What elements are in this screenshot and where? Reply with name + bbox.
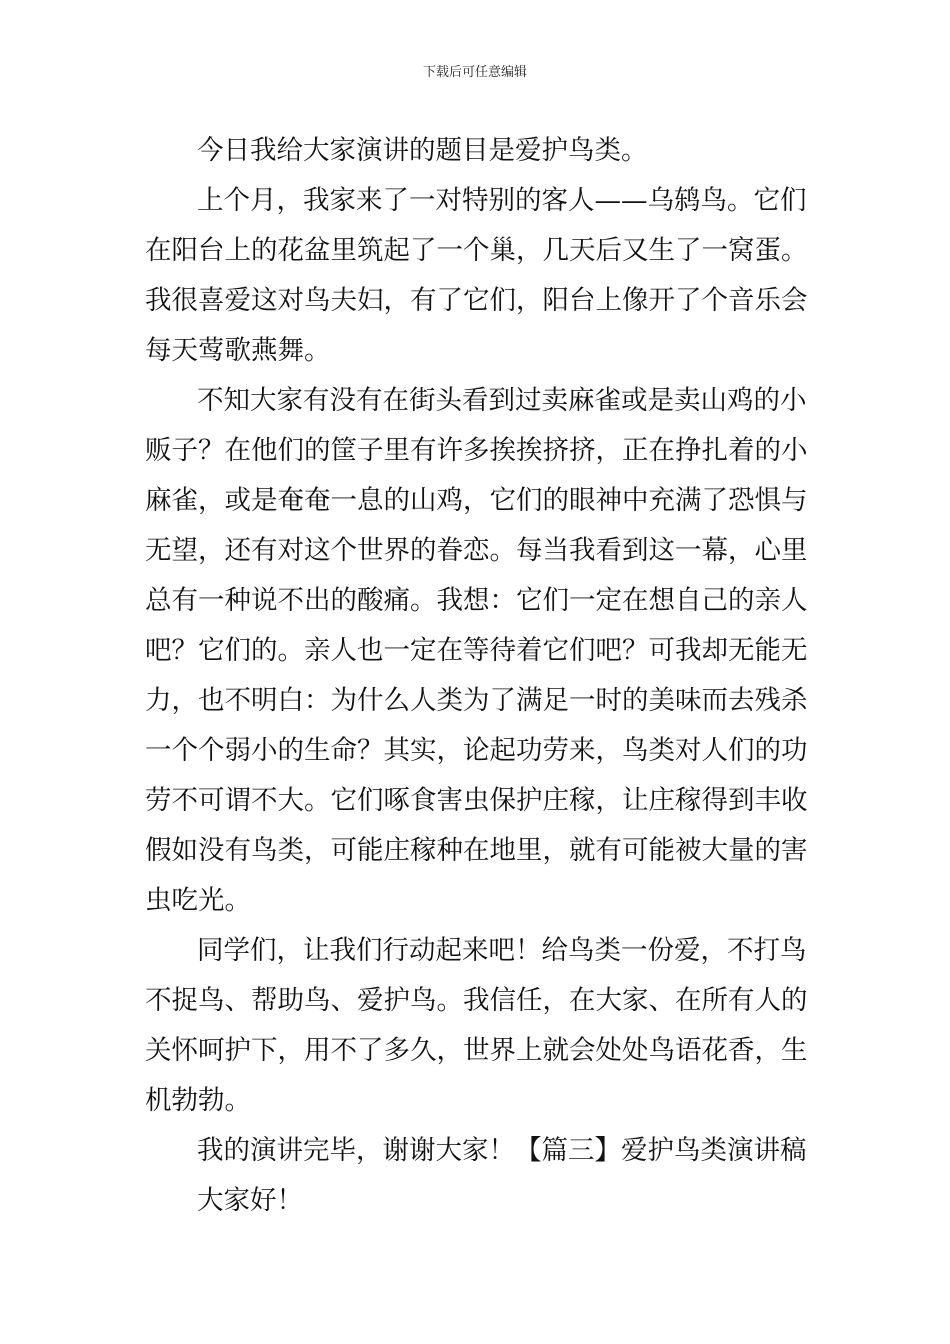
paragraph-2 — [145, 176, 807, 376]
paragraph-3 — [145, 376, 807, 926]
text-line: 我的演讲完毕，谢谢大家！【篇三】爱护鸟类演讲稿 — [197, 1135, 807, 1166]
document-body — [145, 126, 807, 1226]
text-line: 力，也不明白：为什么人类为了满足一时的美味而去残杀 — [145, 685, 808, 716]
paragraph-4 — [145, 926, 807, 1126]
text-line: 一个个弱小的生命？其实，论起功劳来，鸟类对人们的功 — [145, 735, 808, 766]
text-line: 不知大家有没有在街头看到过卖麻雀或是卖山鸡的小 — [197, 385, 807, 416]
text-line: 每天莺歌燕舞。 — [145, 335, 331, 366]
paragraph-6 — [145, 1176, 807, 1226]
text-line: 我很喜爱这对鸟夫妇，有了它们，阳台上像开了个音乐会 — [145, 285, 808, 316]
text-line: 关怀呵护下，用不了多久，世界上就会处处鸟语花香，生 — [145, 1035, 808, 1066]
text-line: 不捉鸟、帮助鸟、爱护鸟。我信任，在大家、在所有人的 — [145, 985, 808, 1016]
text-line: 机勃勃。 — [145, 1085, 251, 1116]
page-header-note: 下载后可任意编辑 — [422, 65, 527, 80]
text-line: 吧？它们的。亲人也一定在等待着它们吧？可我却无能无 — [145, 635, 808, 666]
text-line: 同学们，让我们行动起来吧！给鸟类一份爱，不打鸟 — [197, 935, 807, 966]
paragraph-1 — [145, 126, 807, 176]
text-line: 大家好！ — [197, 1185, 303, 1216]
text-line: 假如没有鸟类，可能庄稼种在地里，就有可能被大量的害 — [145, 835, 808, 866]
text-line: 麻雀，或是奄奄一息的山鸡，它们的眼神中充满了恐惧与 — [145, 485, 808, 516]
paragraph-5 — [145, 1126, 807, 1176]
text-line: 今日我给大家演讲的题目是爱护鸟类。 — [197, 135, 648, 166]
text-line: 贩子？在他们的筐子里有许多挨挨挤挤，正在挣扎着的小 — [145, 435, 808, 466]
text-line: 虫吃光。 — [145, 885, 251, 916]
text-line: 劳不可谓不大。它们啄食害虫保护庄稼，让庄稼得到丰收 — [145, 785, 808, 816]
text-line: 总有一种说不出的酸痛。我想：它们一定在想自己的亲人 — [145, 585, 808, 616]
text-line: 上个月，我家来了一对特别的客人——乌鸫鸟。它们 — [197, 185, 807, 216]
text-line: 无望，还有对这个世界的眷恋。每当我看到这一幕，心里 — [145, 535, 808, 566]
text-line: 在阳台上的花盆里筑起了一个巢，几天后又生了一窝蛋。 — [145, 235, 808, 266]
